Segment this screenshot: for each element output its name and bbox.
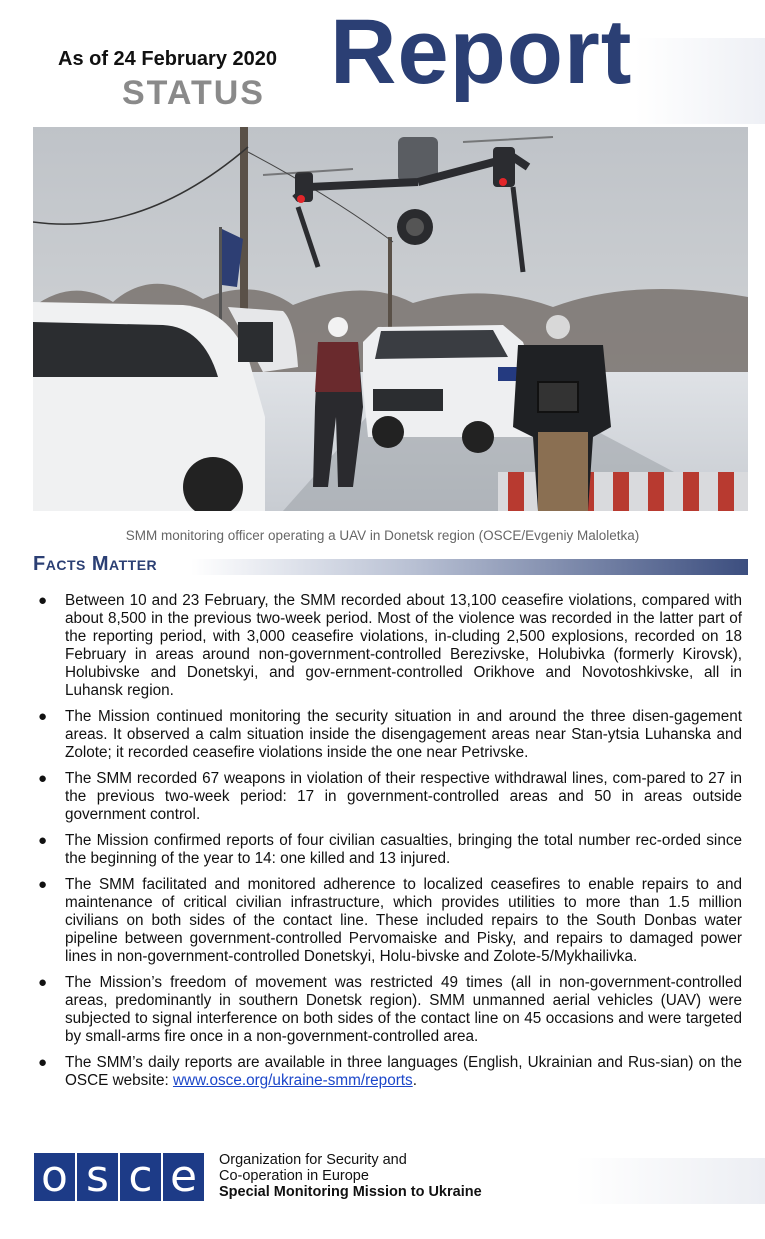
logo-letter-e: e xyxy=(163,1153,206,1201)
osce-logo xyxy=(34,1153,206,1201)
fact-text: Between 10 and 23 February, the SMM recorded about 13,100 ceasefire violations, compared with about 8,500 in the previous two-week period. Most of the violence was recorded in the latter part of the reporting period, with 3,000 ceasefire violations, in-cluding 2,500 explosions, recorded on 18 February in areas around non-government-controlled Berezivske, Holubivka (formerly Kirovsk), Holubivske and Donetskyi, and gov-ernment-controlled Orikhove and Novotoshkivske, all in Luhansk region. xyxy=(65,592,742,699)
mission-name: Special Monitoring Mission to Ukraine xyxy=(219,1184,482,1200)
bullet-icon: ● xyxy=(38,876,48,893)
fact-text: The Mission continued monitoring the security situation in and around the three disen-gagement areas. It observed a calm situation inside the disengagement areas near Stan-ytsia Luhanska and Zolote; it recorded ceasefire violations inside the one near Petrivske. xyxy=(65,708,742,761)
logo-letter-o: o xyxy=(34,1153,77,1201)
fact-text: The Mission’s freedom of movement was restricted 49 times (all in non-government-controlled areas, predominantly in southern Donetsk region). SMM unmanned aerial vehicles (UAV) were subjected to signal interference on both sides of the contact line on 45 occasions and were targeted by small-arms fire once in a non-government-controlled area. xyxy=(65,974,742,1045)
org-line-1: Organization for Security and xyxy=(219,1152,407,1168)
status-label: STATUS xyxy=(122,74,265,112)
list-item xyxy=(38,592,742,700)
list-item xyxy=(38,1054,742,1090)
uav-photo xyxy=(33,127,748,511)
header-gradient xyxy=(635,38,765,124)
list-item xyxy=(38,708,742,762)
section-gradient-bar xyxy=(191,559,748,575)
list-item xyxy=(38,770,742,824)
logo-letter-c: c xyxy=(120,1153,163,1201)
logo-letter-s: s xyxy=(77,1153,120,1201)
fact-text: The Mission confirmed reports of four civilian casualties, bringing the total number rec-orded since the beginning of the year to 14: one killed and 13 injured. xyxy=(65,832,742,867)
facts-section-header xyxy=(33,552,748,578)
bullet-icon: ● xyxy=(38,1054,48,1071)
footer xyxy=(0,1150,765,1210)
as-of-date: As of 24 February 2020 xyxy=(58,48,277,70)
report-title: Report xyxy=(330,1,633,103)
bullet-icon: ● xyxy=(38,770,48,787)
photo-caption: SMM monitoring officer operating a UAV in Donetsk region (OSCE/Evgeniy Maloletka) xyxy=(125,528,640,543)
fact-text: The SMM’s daily reports are available in three languages (English, Ukrainian and Rus-sian) on the OSCE website: xyxy=(65,1054,742,1089)
section-title: Facts Matter xyxy=(33,553,158,575)
org-line-2: Co-operation in Europe xyxy=(219,1168,369,1184)
fact-text-end: . xyxy=(412,1072,417,1089)
report-header xyxy=(0,0,765,125)
bullet-icon: ● xyxy=(38,592,48,609)
organization-name xyxy=(219,1152,482,1200)
footer-gradient xyxy=(575,1158,765,1204)
list-item xyxy=(38,832,742,868)
list-item xyxy=(38,974,742,1046)
reports-link[interactable]: www.osce.org/ukraine-smm/reports xyxy=(172,1072,413,1089)
list-item xyxy=(38,876,742,966)
fact-text: The SMM recorded 67 weapons in violation of their respective withdrawal lines, com-pared to 27 in the previous two-week period: 17 in government-controlled areas and 50 in areas outside government control. xyxy=(65,770,742,823)
fact-text: The SMM facilitated and monitored adherence to localized ceasefires to enable repairs to and maintenance of critical civilian infrastructure, which provides utilities to more than 1.5 million civilians on both sides of the contact line. These included repairs to the South Donbas water pipeline between government-controlled Pervomaiske and Pisky, and repairs to damaged power lines in non-government-controlled Donetskyi, Holu-bivske and Zolote-5/Mykhailivka. xyxy=(65,876,742,965)
bullet-icon: ● xyxy=(38,832,48,849)
facts-list xyxy=(38,592,742,1098)
bullet-icon: ● xyxy=(38,974,48,991)
bullet-icon: ● xyxy=(38,708,48,725)
